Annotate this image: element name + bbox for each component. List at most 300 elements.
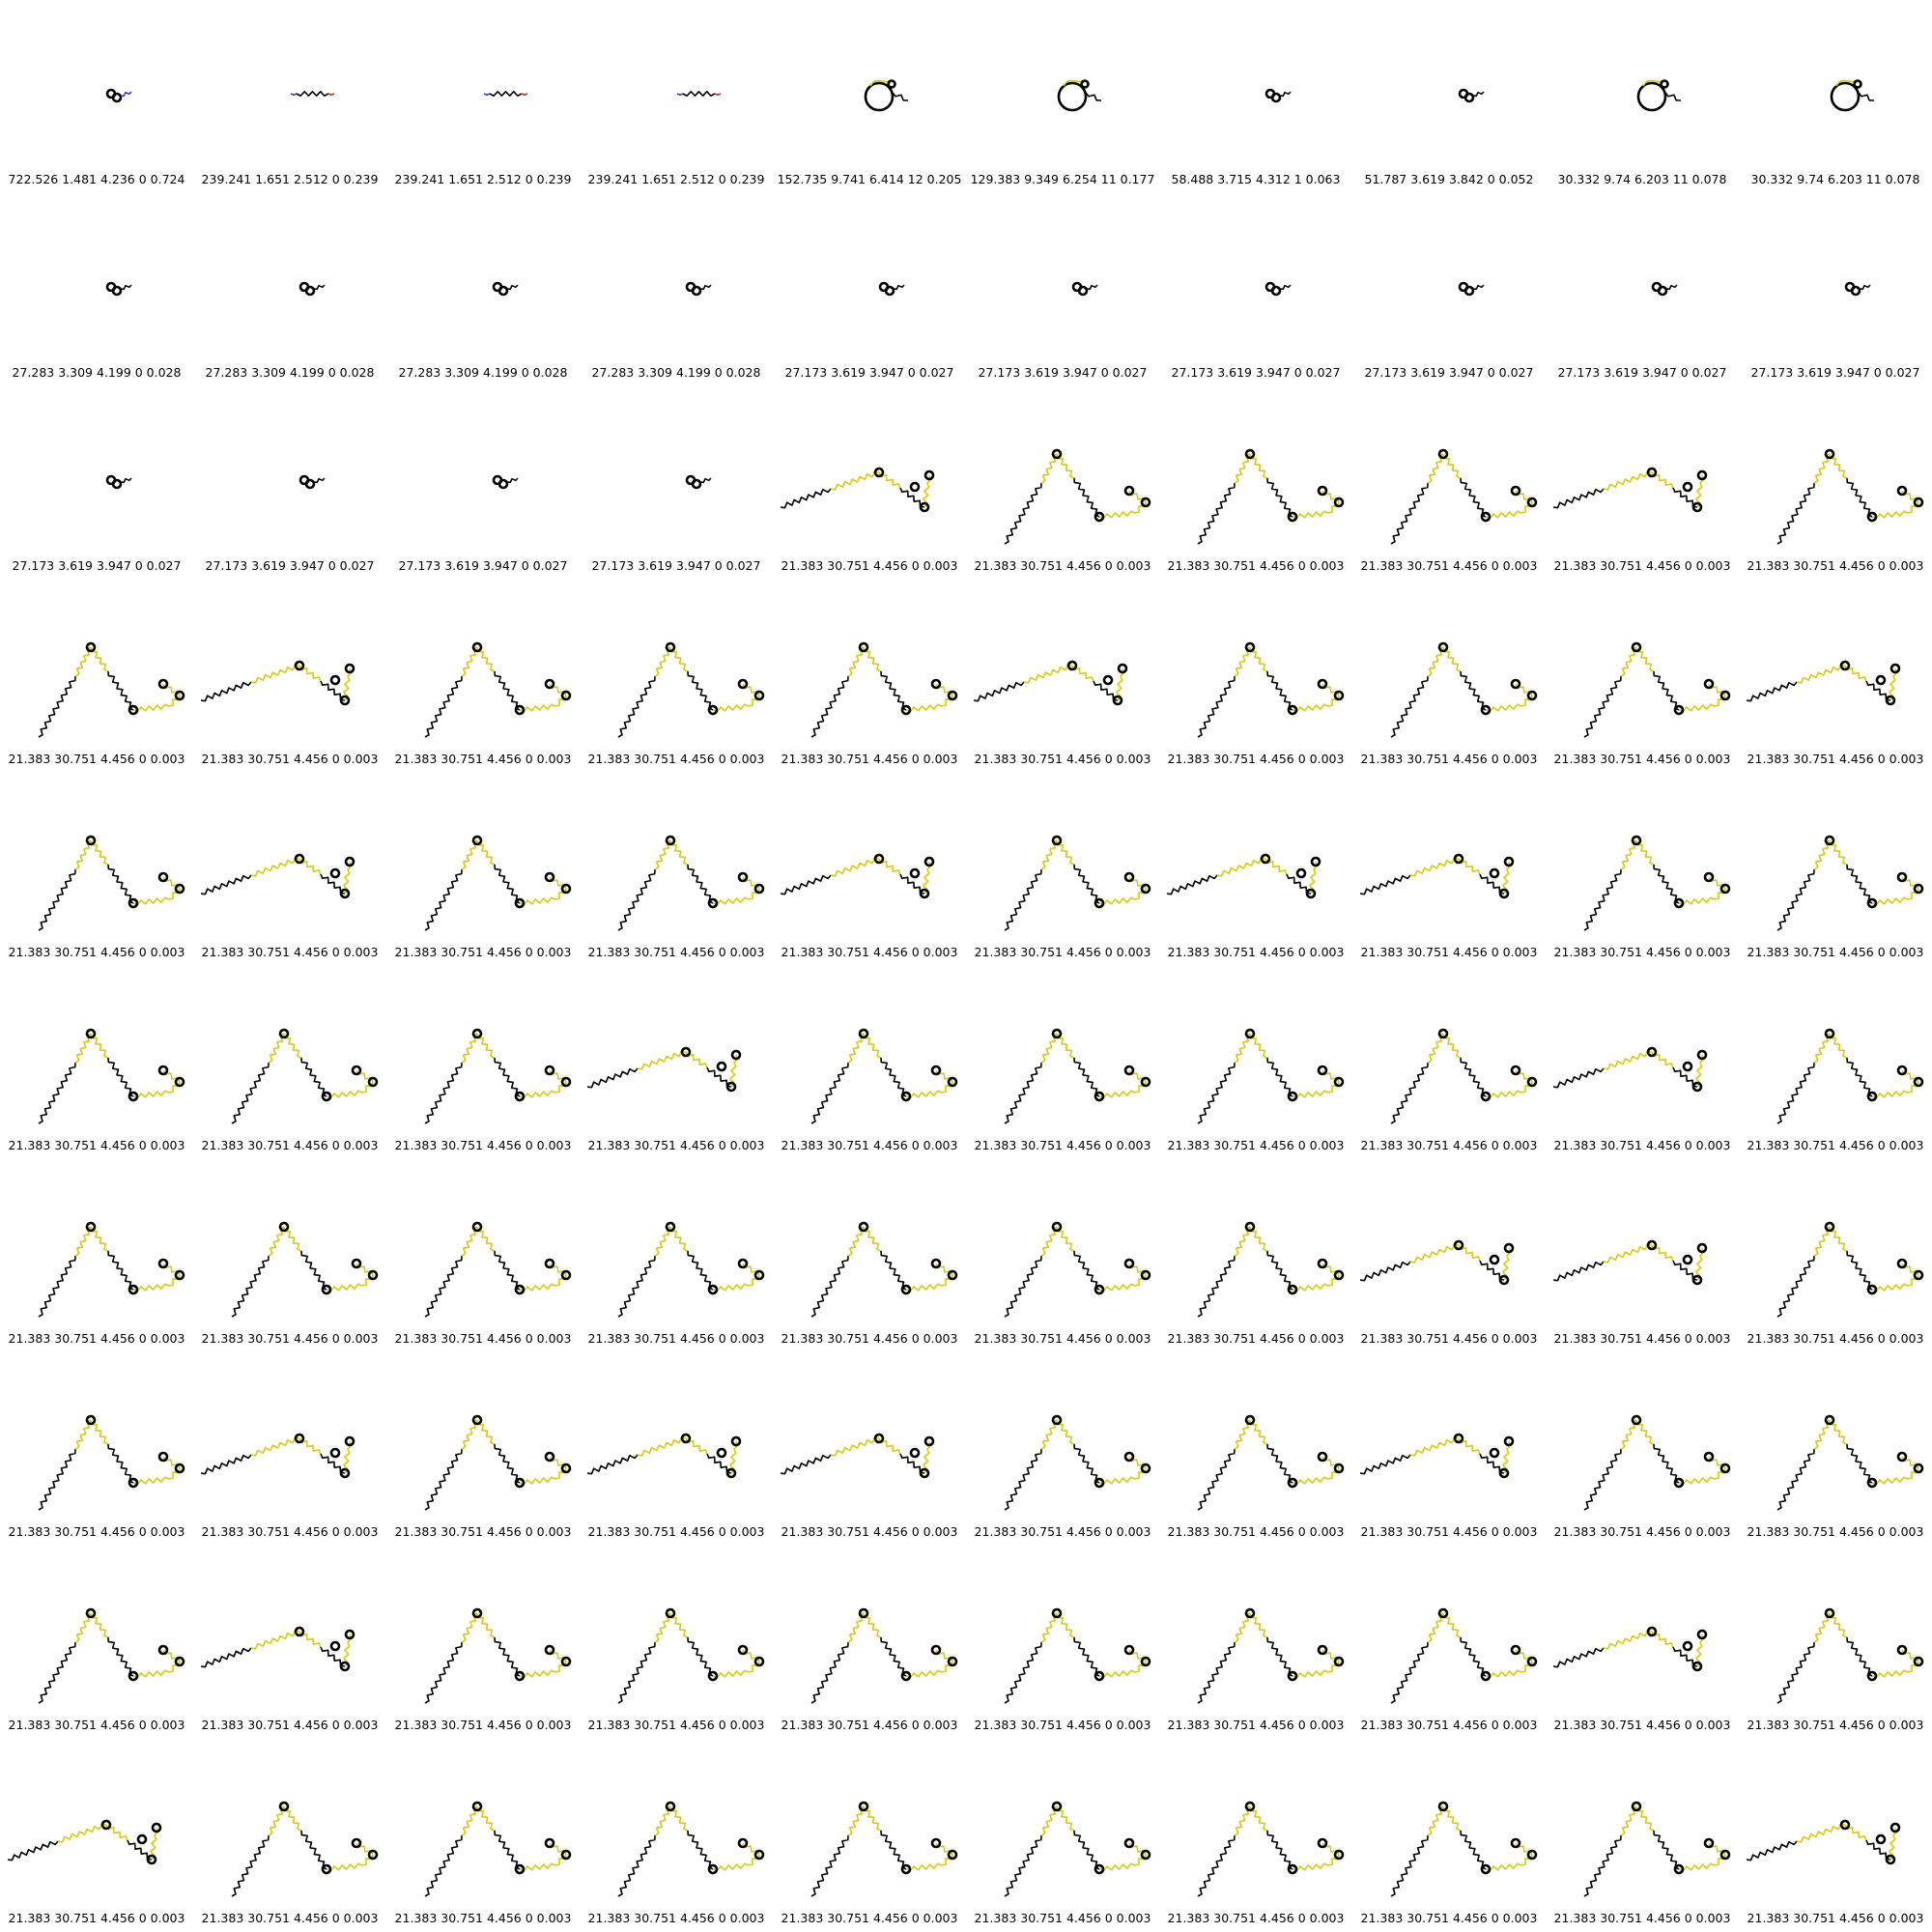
chain-segment (555, 889, 566, 899)
structure-cell (1739, 1546, 1932, 1739)
structure-caption: 21.383 30.751 4.456 0 0.003 (394, 945, 572, 959)
structure-caption: 27.173 3.619 3.947 0 0.027 (205, 558, 375, 573)
chain-segment (522, 94, 527, 95)
chain-segment (1777, 1642, 1814, 1703)
structure-caption: 21.383 30.751 4.456 0 0.003 (1167, 1138, 1345, 1152)
chain-segment (688, 865, 713, 903)
structure-caption: 21.383 30.751 4.456 0 0.003 (1747, 752, 1924, 766)
chain-segment (1005, 869, 1041, 930)
structure-cell (966, 1546, 1159, 1739)
structure-cell (966, 966, 1159, 1159)
structure-drawing (966, 773, 1159, 937)
chain-segment (1135, 502, 1146, 513)
structure-caption: 21.383 30.751 4.456 0 0.003 (781, 1524, 958, 1539)
chain-segment (688, 1831, 713, 1869)
chain-segment (1473, 92, 1484, 96)
chain-segment (1584, 1835, 1621, 1896)
structure-cell (193, 580, 386, 773)
structure-caption: 21.383 30.751 4.456 0 0.003 (781, 1331, 958, 1346)
chain-segment (520, 1670, 555, 1677)
chain-segment (1486, 1863, 1521, 1870)
chain-segment (39, 1063, 75, 1123)
structure-drawing (193, 1159, 386, 1323)
chain-segment (520, 1091, 555, 1097)
structure-cell (386, 1352, 580, 1546)
structure-drawing (1546, 193, 1739, 357)
chain-segment (108, 1251, 133, 1290)
structure-cell (1159, 0, 1352, 193)
ring-node (718, 1449, 725, 1457)
structure-cell (1739, 1159, 1932, 1352)
structure-drawing (580, 773, 773, 937)
structure-drawing (580, 386, 773, 551)
chain-segment (1715, 696, 1725, 706)
chain-segment (1908, 1082, 1918, 1093)
structure-drawing (1352, 1739, 1546, 1903)
chain-segment (831, 858, 879, 876)
structure-caption: 21.383 30.751 4.456 0 0.003 (1747, 945, 1924, 959)
ring-node (138, 1835, 146, 1843)
chain-segment (1679, 704, 1715, 711)
chain-segment (1391, 1642, 1428, 1703)
structure-drawing (0, 966, 193, 1130)
ring-node (911, 1449, 919, 1457)
structure-drawing (0, 1546, 193, 1710)
structure-drawing (1739, 193, 1932, 357)
structure-caption: 27.173 3.619 3.947 0 0.027 (1750, 365, 1920, 380)
structure-caption: 21.383 30.751 4.456 0 0.003 (1167, 1911, 1345, 1925)
chain-segment (811, 1063, 848, 1123)
structure-cell (580, 1159, 773, 1352)
structure-drawing (0, 580, 193, 744)
ring-node (331, 869, 339, 877)
structure-cell (193, 1159, 386, 1352)
structure-cell (386, 386, 580, 580)
chain-segment (1328, 502, 1339, 513)
structure-caption: 21.383 30.751 4.456 0 0.003 (1553, 1718, 1731, 1732)
chain-segment (1860, 285, 1870, 289)
chain-segment (1604, 1244, 1652, 1263)
chain-segment (1872, 511, 1908, 518)
structure-drawing (1739, 966, 1932, 1130)
structure-drawing (386, 193, 580, 357)
structure-caption: 21.383 30.751 4.456 0 0.003 (201, 1718, 379, 1732)
structure-cell (580, 0, 773, 193)
structure-cell (773, 0, 966, 193)
ring-node (306, 480, 314, 488)
structure-cell (1546, 1739, 1739, 1932)
structure-caption: 21.383 30.751 4.456 0 0.003 (974, 945, 1151, 959)
chain-segment (1328, 1275, 1339, 1286)
structure-caption: 27.173 3.619 3.947 0 0.027 (784, 365, 954, 380)
chain-segment (1715, 1468, 1725, 1479)
chain-segment (1135, 1662, 1146, 1672)
chain-segment (1086, 93, 1101, 100)
chain-segment (638, 1437, 686, 1456)
chain-segment (1293, 1477, 1328, 1484)
chain-segment (1167, 875, 1217, 895)
chain-segment (1859, 93, 1874, 100)
structure-drawing (580, 0, 773, 164)
structure-drawing (773, 1546, 966, 1710)
structure-caption: 58.488 3.715 4.312 1 0.063 (1171, 172, 1341, 186)
chain-segment (1553, 1262, 1604, 1281)
structure-drawing (1546, 0, 1739, 164)
chain-segment (1847, 1637, 1872, 1676)
structure-caption: 21.383 30.751 4.456 0 0.003 (201, 1911, 379, 1925)
chain-segment (942, 1275, 952, 1286)
structure-drawing (966, 1739, 1159, 1903)
ring-node (1684, 1642, 1691, 1650)
structure-caption: 21.383 30.751 4.456 0 0.003 (1553, 1911, 1731, 1925)
ring-node (331, 1642, 339, 1650)
structure-drawing (193, 1739, 386, 1903)
chain-segment (251, 665, 299, 683)
structure-caption: 21.383 30.751 4.456 0 0.003 (781, 752, 958, 766)
structure-cell (580, 580, 773, 773)
chain-segment (638, 1051, 686, 1069)
structure-cell (1546, 386, 1739, 580)
chain-segment (781, 489, 831, 508)
ring-node (1079, 287, 1087, 295)
structure-drawing (1352, 966, 1546, 1130)
ring-node (886, 287, 894, 295)
chain-segment (495, 865, 520, 903)
ring-node (1491, 1256, 1498, 1264)
chain-segment (713, 704, 749, 711)
structure-cell (773, 386, 966, 580)
structure-cell (0, 1352, 193, 1546)
chain-segment (1198, 676, 1235, 737)
structure-cell (580, 1352, 773, 1546)
chain-segment (425, 1063, 462, 1123)
chain-segment (1521, 1855, 1532, 1865)
chain-segment (1604, 1631, 1652, 1649)
structure-cell (1159, 193, 1352, 386)
chain-segment (1135, 1082, 1146, 1093)
structure-drawing (0, 193, 193, 357)
chain-segment (108, 865, 133, 903)
chain-segment (1665, 93, 1681, 100)
structure-caption: 21.383 30.751 4.456 0 0.003 (1167, 752, 1345, 766)
structure-drawing (773, 580, 966, 744)
chain-segment (301, 1251, 327, 1290)
chain-segment (1654, 671, 1679, 710)
chain-segment (1777, 1063, 1814, 1123)
structure-drawing (0, 0, 193, 164)
chain-segment (1872, 1477, 1908, 1484)
chain-segment (520, 897, 555, 904)
structure-drawing (1159, 580, 1352, 744)
structure-cell (966, 193, 1159, 386)
chain-segment (1267, 1251, 1293, 1290)
structure-cell (1739, 966, 1932, 1159)
chain-segment (974, 682, 1024, 701)
chain-segment (133, 1284, 169, 1291)
structure-drawing (1546, 1739, 1739, 1903)
chain-segment (1908, 1468, 1918, 1479)
chain-segment (520, 1477, 555, 1484)
chain-segment (327, 1863, 362, 1870)
chain-segment (1461, 1058, 1486, 1096)
structure-caption: 27.283 3.309 4.199 0 0.028 (205, 365, 375, 380)
chain-segment (121, 478, 131, 482)
chain-segment (133, 704, 169, 711)
ring-node (331, 676, 339, 684)
structure-drawing (773, 1352, 966, 1517)
structure-cell (1159, 966, 1352, 1159)
structure-caption: 21.383 30.751 4.456 0 0.003 (8, 1718, 185, 1732)
chain-segment (133, 897, 169, 904)
ring-node (499, 480, 507, 488)
structure-cell (966, 386, 1159, 580)
ring-node (889, 81, 895, 88)
structure-caption: 21.383 30.751 4.456 0 0.003 (587, 1138, 765, 1152)
structure-drawing (1739, 0, 1932, 164)
structure-caption: 21.383 30.751 4.456 0 0.003 (8, 1331, 185, 1346)
structure-drawing (1352, 1352, 1546, 1517)
chain-segment (894, 285, 904, 289)
structure-caption: 239.241 1.651 2.512 0 0.239 (201, 172, 379, 186)
structure-cell (1546, 0, 1739, 193)
ring-node (911, 869, 919, 877)
chain-segment (1777, 1256, 1814, 1317)
chain-segment (1360, 1262, 1410, 1281)
chain-segment (1293, 704, 1328, 711)
chain-segment (108, 1444, 133, 1483)
structure-cell (193, 773, 386, 966)
structure-drawing (193, 966, 386, 1130)
structure-caption: 21.383 30.751 4.456 0 0.003 (781, 558, 958, 573)
structure-drawing (193, 773, 386, 937)
chain-segment (8, 1841, 58, 1861)
structure-drawing (773, 386, 966, 551)
chain-segment (749, 889, 759, 899)
chain-segment (1461, 478, 1486, 517)
structure-drawing (386, 1739, 580, 1903)
chain-segment (58, 1824, 106, 1842)
structure-drawing (1159, 1159, 1352, 1323)
structure-cell (966, 1352, 1159, 1546)
structure-caption: 21.383 30.751 4.456 0 0.003 (1747, 1911, 1924, 1925)
chain-segment (1715, 1855, 1725, 1865)
structure-drawing (1546, 580, 1739, 744)
chain-segment (942, 696, 952, 706)
structure-caption: 21.383 30.751 4.456 0 0.003 (1167, 1718, 1345, 1732)
structure-cell (1546, 966, 1739, 1159)
chain-segment (1198, 1256, 1235, 1317)
structure-caption: 21.383 30.751 4.456 0 0.003 (1360, 1718, 1538, 1732)
structure-caption: 21.383 30.751 4.456 0 0.003 (1360, 1911, 1538, 1925)
structure-caption: 51.787 3.619 3.842 0 0.052 (1364, 172, 1534, 186)
chain-segment (713, 1863, 749, 1870)
structure-caption: 21.383 30.751 4.456 0 0.003 (1167, 1331, 1345, 1346)
chain-segment (1461, 1637, 1486, 1676)
structure-caption: 21.383 30.751 4.456 0 0.003 (1167, 558, 1345, 573)
chain-segment (1360, 875, 1410, 895)
structure-drawing (1352, 0, 1546, 164)
structure-drawing (966, 966, 1159, 1130)
chain-segment (328, 94, 334, 95)
structure-caption: 21.383 30.751 4.456 0 0.003 (394, 752, 572, 766)
structure-drawing (1546, 773, 1739, 937)
structure-cell (1352, 1159, 1546, 1352)
chain-segment (425, 1449, 462, 1510)
structure-drawing (1739, 386, 1932, 551)
structure-cell (966, 1159, 1159, 1352)
chain-segment (495, 1831, 520, 1869)
chain-segment (618, 1642, 655, 1703)
structure-caption: 27.283 3.309 4.199 0 0.028 (398, 365, 568, 380)
structure-caption: 27.283 3.309 4.199 0 0.028 (591, 365, 761, 380)
structure-cell (386, 580, 580, 773)
structure-cell (0, 1159, 193, 1352)
ring-node (1082, 81, 1089, 88)
ring-node (1491, 1449, 1498, 1457)
structure-caption: 27.173 3.619 3.947 0 0.027 (1364, 365, 1534, 380)
chain-segment (201, 682, 251, 701)
structure-drawing (386, 386, 580, 551)
structure-drawing (386, 0, 580, 164)
chain-segment (1715, 889, 1725, 899)
chain-segment (1005, 1063, 1041, 1123)
structure-cell (1159, 773, 1352, 966)
ring-node (306, 287, 314, 295)
structure-drawing (0, 1159, 193, 1323)
chain-segment (1908, 1275, 1918, 1286)
structure-cell (0, 580, 193, 773)
ring-node (1855, 81, 1861, 88)
chain-segment (1099, 1091, 1135, 1097)
ring-node (1877, 1835, 1885, 1843)
structure-caption: 21.383 30.751 4.456 0 0.003 (1747, 558, 1924, 573)
chain-segment (490, 92, 522, 96)
structure-drawing (580, 1546, 773, 1710)
structure-cell (1739, 773, 1932, 966)
structure-cell (773, 1739, 966, 1932)
structure-drawing (1352, 1159, 1546, 1323)
structure-cell (0, 966, 193, 1159)
chain-segment (495, 1251, 520, 1290)
structure-drawing (1546, 1159, 1739, 1323)
ring-node (1272, 287, 1280, 295)
chain-segment (700, 285, 711, 289)
structure-caption: 21.383 30.751 4.456 0 0.003 (394, 1524, 572, 1539)
chain-segment (1074, 1637, 1099, 1676)
structure-caption: 21.383 30.751 4.456 0 0.003 (1553, 1331, 1731, 1346)
structure-caption: 21.383 30.751 4.456 0 0.003 (8, 1911, 185, 1925)
chain-segment (1293, 1863, 1328, 1870)
structure-cell (580, 773, 773, 966)
structure-drawing (1546, 1546, 1739, 1710)
chain-segment (1005, 483, 1041, 544)
chain-segment (749, 1275, 759, 1286)
structure-drawing (193, 1546, 386, 1710)
chain-segment (881, 1058, 906, 1096)
structure-caption: 239.241 1.651 2.512 0 0.239 (587, 172, 765, 186)
structure-caption: 21.383 30.751 4.456 0 0.003 (1553, 1524, 1731, 1539)
ring-node (1684, 1256, 1691, 1264)
chain-segment (425, 676, 462, 737)
chain-segment (495, 1637, 520, 1676)
chain-segment (108, 1058, 133, 1096)
chain-segment (1521, 1082, 1532, 1093)
structure-drawing (773, 773, 966, 937)
structure-caption: 21.383 30.751 4.456 0 0.003 (201, 945, 379, 959)
chain-segment (39, 676, 75, 737)
structure-caption: 21.383 30.751 4.456 0 0.003 (1167, 945, 1345, 959)
chain-segment (1267, 1831, 1293, 1869)
chain-segment (121, 92, 131, 96)
structure-drawing (1352, 773, 1546, 937)
chain-segment (1553, 489, 1604, 508)
ring-node (1684, 1063, 1691, 1070)
ring-node (1491, 869, 1498, 877)
structure-caption: 27.283 3.309 4.199 0 0.028 (12, 365, 182, 380)
structure-caption: 152.735 9.741 6.414 12 0.205 (777, 172, 962, 186)
structure-caption: 27.173 3.619 3.947 0 0.027 (1171, 365, 1341, 380)
structure-cell (1352, 966, 1546, 1159)
structure-cell (1739, 0, 1932, 193)
ring-node (499, 287, 507, 295)
structure-cell (1739, 580, 1932, 773)
structure-drawing (1546, 1352, 1739, 1517)
structure-caption: 21.383 30.751 4.456 0 0.003 (974, 1524, 1151, 1539)
structure-cell (580, 1739, 773, 1932)
structure-drawing (1739, 580, 1932, 744)
chain-segment (1391, 483, 1428, 544)
chain-segment (301, 1058, 327, 1096)
chain-segment (688, 1251, 713, 1290)
structure-cell (1159, 386, 1352, 580)
structure-drawing (386, 1546, 580, 1710)
structure-cell (966, 773, 1159, 966)
structure-cell (1739, 1352, 1932, 1546)
chain-segment (831, 1437, 879, 1456)
chain-segment (555, 1855, 566, 1865)
structure-cell (0, 773, 193, 966)
structure-drawing (1159, 0, 1352, 164)
chain-segment (683, 92, 715, 96)
structure-caption: 21.383 30.751 4.456 0 0.003 (974, 1911, 1151, 1925)
structure-caption: 21.383 30.751 4.456 0 0.003 (974, 752, 1151, 766)
chain-segment (1267, 1058, 1293, 1096)
structure-drawing (0, 773, 193, 937)
structure-drawing (773, 1159, 966, 1323)
chain-segment (1198, 1835, 1235, 1896)
ring-node (718, 1063, 725, 1070)
chain-segment (39, 869, 75, 930)
structure-cell (386, 966, 580, 1159)
structure-drawing (386, 773, 580, 937)
structure-caption: 21.383 30.751 4.456 0 0.003 (1747, 1331, 1924, 1346)
structure-caption: 27.173 3.619 3.947 0 0.027 (1557, 365, 1727, 380)
chain-segment (906, 1863, 942, 1870)
structure-caption: 21.383 30.751 4.456 0 0.003 (1747, 1524, 1924, 1539)
structure-cell (773, 1546, 966, 1739)
chain-segment (1005, 1449, 1041, 1510)
structure-cell (773, 1352, 966, 1546)
structure-caption: 21.383 30.751 4.456 0 0.003 (587, 752, 765, 766)
chain-segment (362, 1855, 373, 1865)
structure-cell (1352, 386, 1546, 580)
structure-drawing (1352, 386, 1546, 551)
structure-drawing (193, 0, 386, 164)
structure-drawing (386, 580, 580, 744)
chain-segment (1872, 1284, 1908, 1291)
structure-caption: 21.383 30.751 4.456 0 0.003 (394, 1911, 572, 1925)
chain-segment (1777, 483, 1814, 544)
